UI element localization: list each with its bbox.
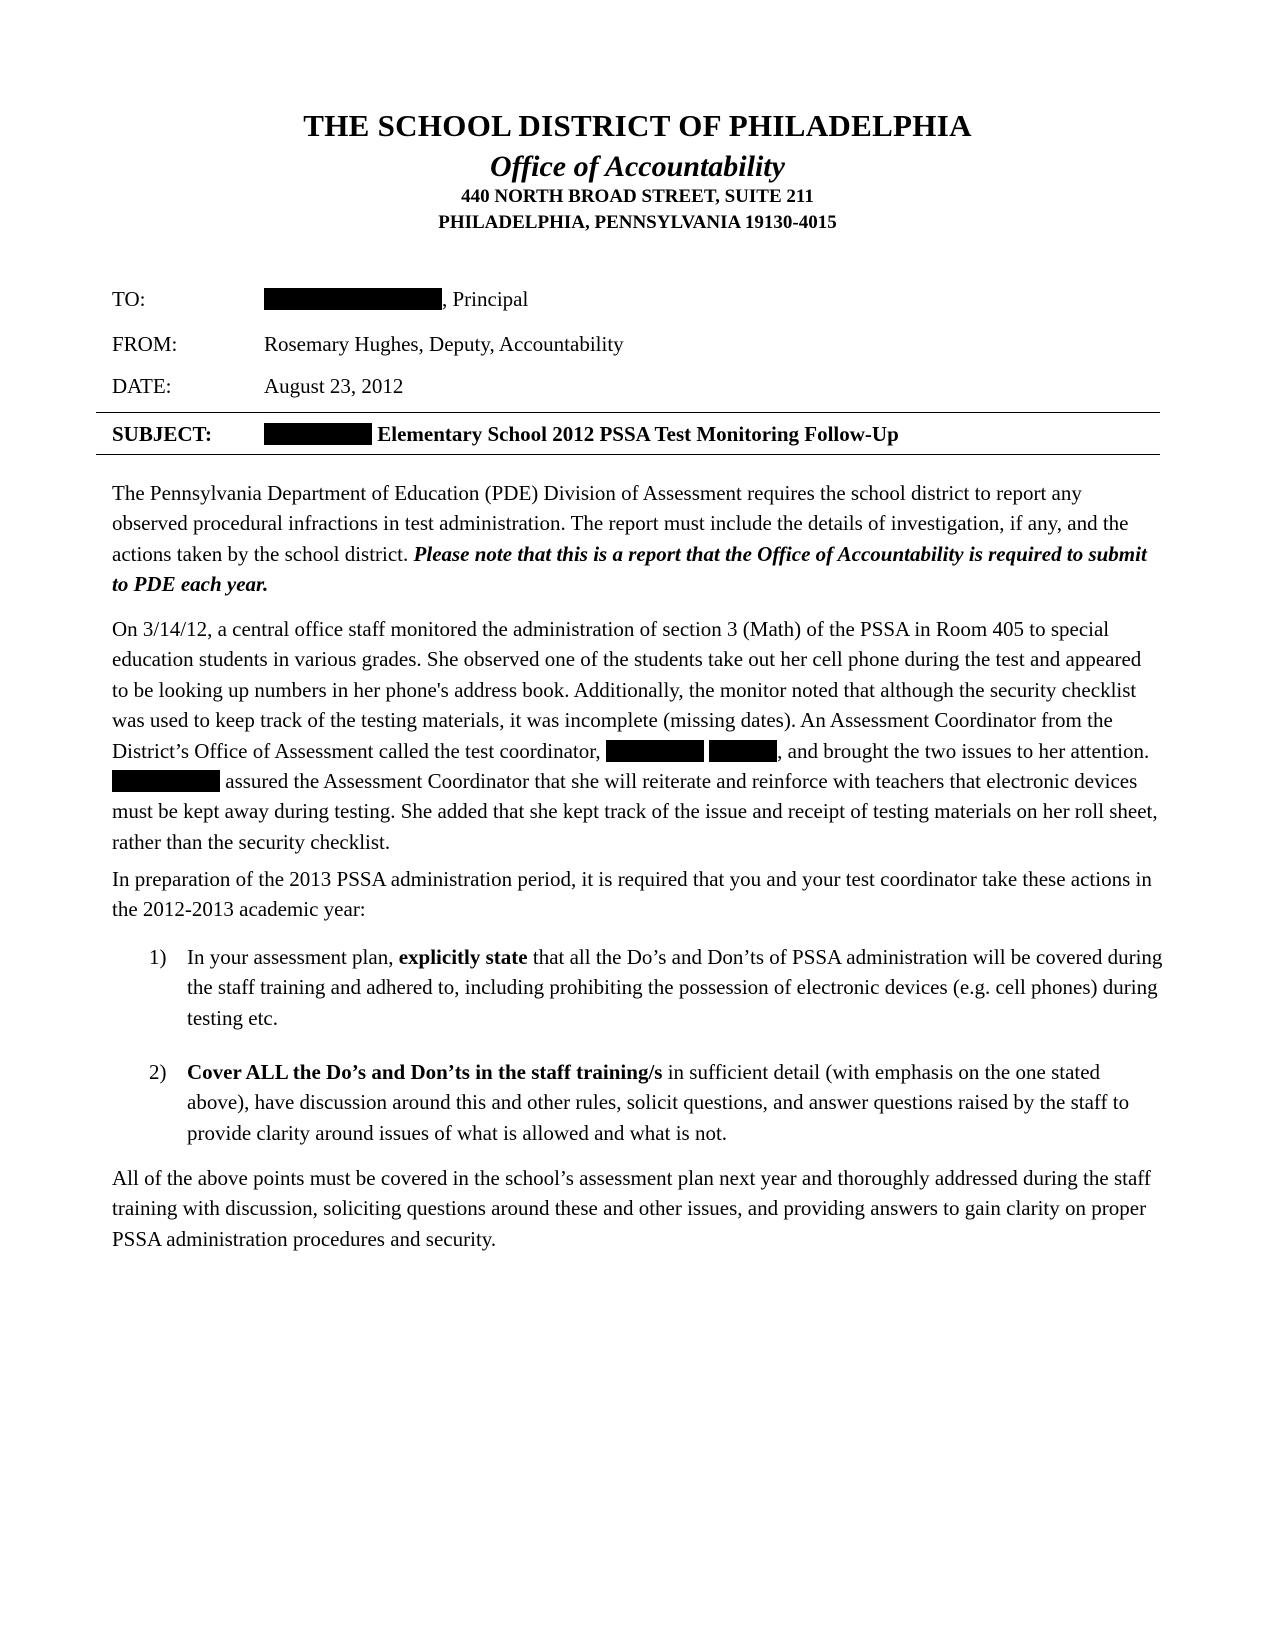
paragraph-conclusion: All of the above points must be covered in the school’s assessment plan next year and thoroughly addressed during the staff training with discussion, soliciting questions around these and other issues, and providing answers to gain clarity on proper PSSA administration procedures and security. xyxy=(112,1166,1151,1251)
list-item-1-body xyxy=(187,942,1164,1033)
paragraph-requirement-emphasis: Please note that this is a report that the Office of Accountability is required to submit to PDE each year. xyxy=(112,541,1147,597)
memo-date-value: August 23, 2012 xyxy=(264,374,404,398)
redaction-bar xyxy=(264,288,442,310)
redaction-bar xyxy=(709,740,777,762)
memo-to-label: TO: xyxy=(112,287,146,311)
memo-subject-value xyxy=(264,420,899,448)
list-item-2 xyxy=(149,1057,1164,1148)
memo-to-value xyxy=(264,285,528,313)
paragraph-requirement xyxy=(112,478,1162,600)
list-item-1-bold: explicitly state xyxy=(398,945,528,969)
redaction-bar xyxy=(606,740,704,762)
memo-from-value: Rosemary Hughes, Deputy, Accountability xyxy=(264,332,624,356)
redaction-bar xyxy=(264,423,372,445)
list-item-2-post: in sufficient detail (with emphasis on the one stated above), have discussion around this and other rules, solicit questions, and answer questions raised by the staff to provide clarity around issues of what is allowed and what is not. xyxy=(187,1060,1130,1145)
memo-from-label: FROM: xyxy=(112,332,178,356)
redaction-bar xyxy=(112,770,220,792)
letterhead-address-line1: 440 NORTH BROAD STREET, SUITE 211 xyxy=(461,186,814,207)
letterhead-title: THE SCHOOL DISTRICT OF PHILADELPHIA xyxy=(303,108,972,143)
memo-subject-text: Elementary School 2012 PSSA Test Monitoring Follow-Up xyxy=(377,422,899,446)
list-item-2-number: 2) xyxy=(149,1060,167,1084)
paragraph-requirement-text: The Pennsylvania Department of Education (PDE) Division of Assessment requires the school district to report any observed procedural infractions in test administration. The report must include the details of investigation, if any, and the actions taken by the school district. xyxy=(112,481,1129,566)
list-item-1-pre: In your assessment plan, xyxy=(187,945,399,969)
list-item-2-body xyxy=(187,1057,1164,1148)
letterhead-address-line2: PHILADELPHIA, PENNSYLVANIA 19130-4015 xyxy=(438,212,837,233)
subject-bottom-rule xyxy=(96,454,1160,455)
subject-top-rule xyxy=(96,412,1160,413)
memo-date-label: DATE: xyxy=(112,374,172,398)
memo-subject-label: SUBJECT: xyxy=(112,422,212,446)
letterhead-office: Office of Accountability xyxy=(490,150,785,183)
paragraph-incident-part1: On 3/14/12, a central office staff monitored the administration of section 3 (Math) of the PSSA in Room 405 to special education students in various grades. She observed one of the students take out her cell phone during the test and appeared to be looking up numbers in her phone's address book. Additionally, the monitor noted that although the security checklist was used to keep track of the testing materials, it was incomplete (missing dates). An Assessment Coordinator from the District’s Office of Assessment called the test coordinator, xyxy=(112,617,1142,763)
list-item-1 xyxy=(149,942,1164,1033)
paragraph-incident-part2: , and brought the two issues to her attention. xyxy=(777,738,1150,763)
list-item-2-bold: Cover ALL the Do’s and Don’ts in the staff training/s xyxy=(187,1060,663,1084)
list-item-1-post: that all the Do’s and Don’ts of PSSA administration will be covered during the staff training and adhered to, including prohibiting the possession of electronic devices (e.g. cell phones) during testing etc. xyxy=(187,945,1163,1030)
paragraph-incident xyxy=(112,614,1162,857)
paragraph-preparation: In preparation of the 2013 PSSA administration period, it is required that you and your test coordinator take these actions in the 2012-2013 academic year: xyxy=(112,867,1152,922)
memo-to-suffix: , Principal xyxy=(442,287,529,311)
list-item-1-number: 1) xyxy=(149,945,167,969)
paragraph-incident-part3: assured the Assessment Coordinator that she will reiterate and reinforce with teachers that electronic devices must be kept away during testing. She added that she kept track of the issue and receipt of testing materials on her roll sheet, rather than the security checklist. xyxy=(112,769,1158,854)
